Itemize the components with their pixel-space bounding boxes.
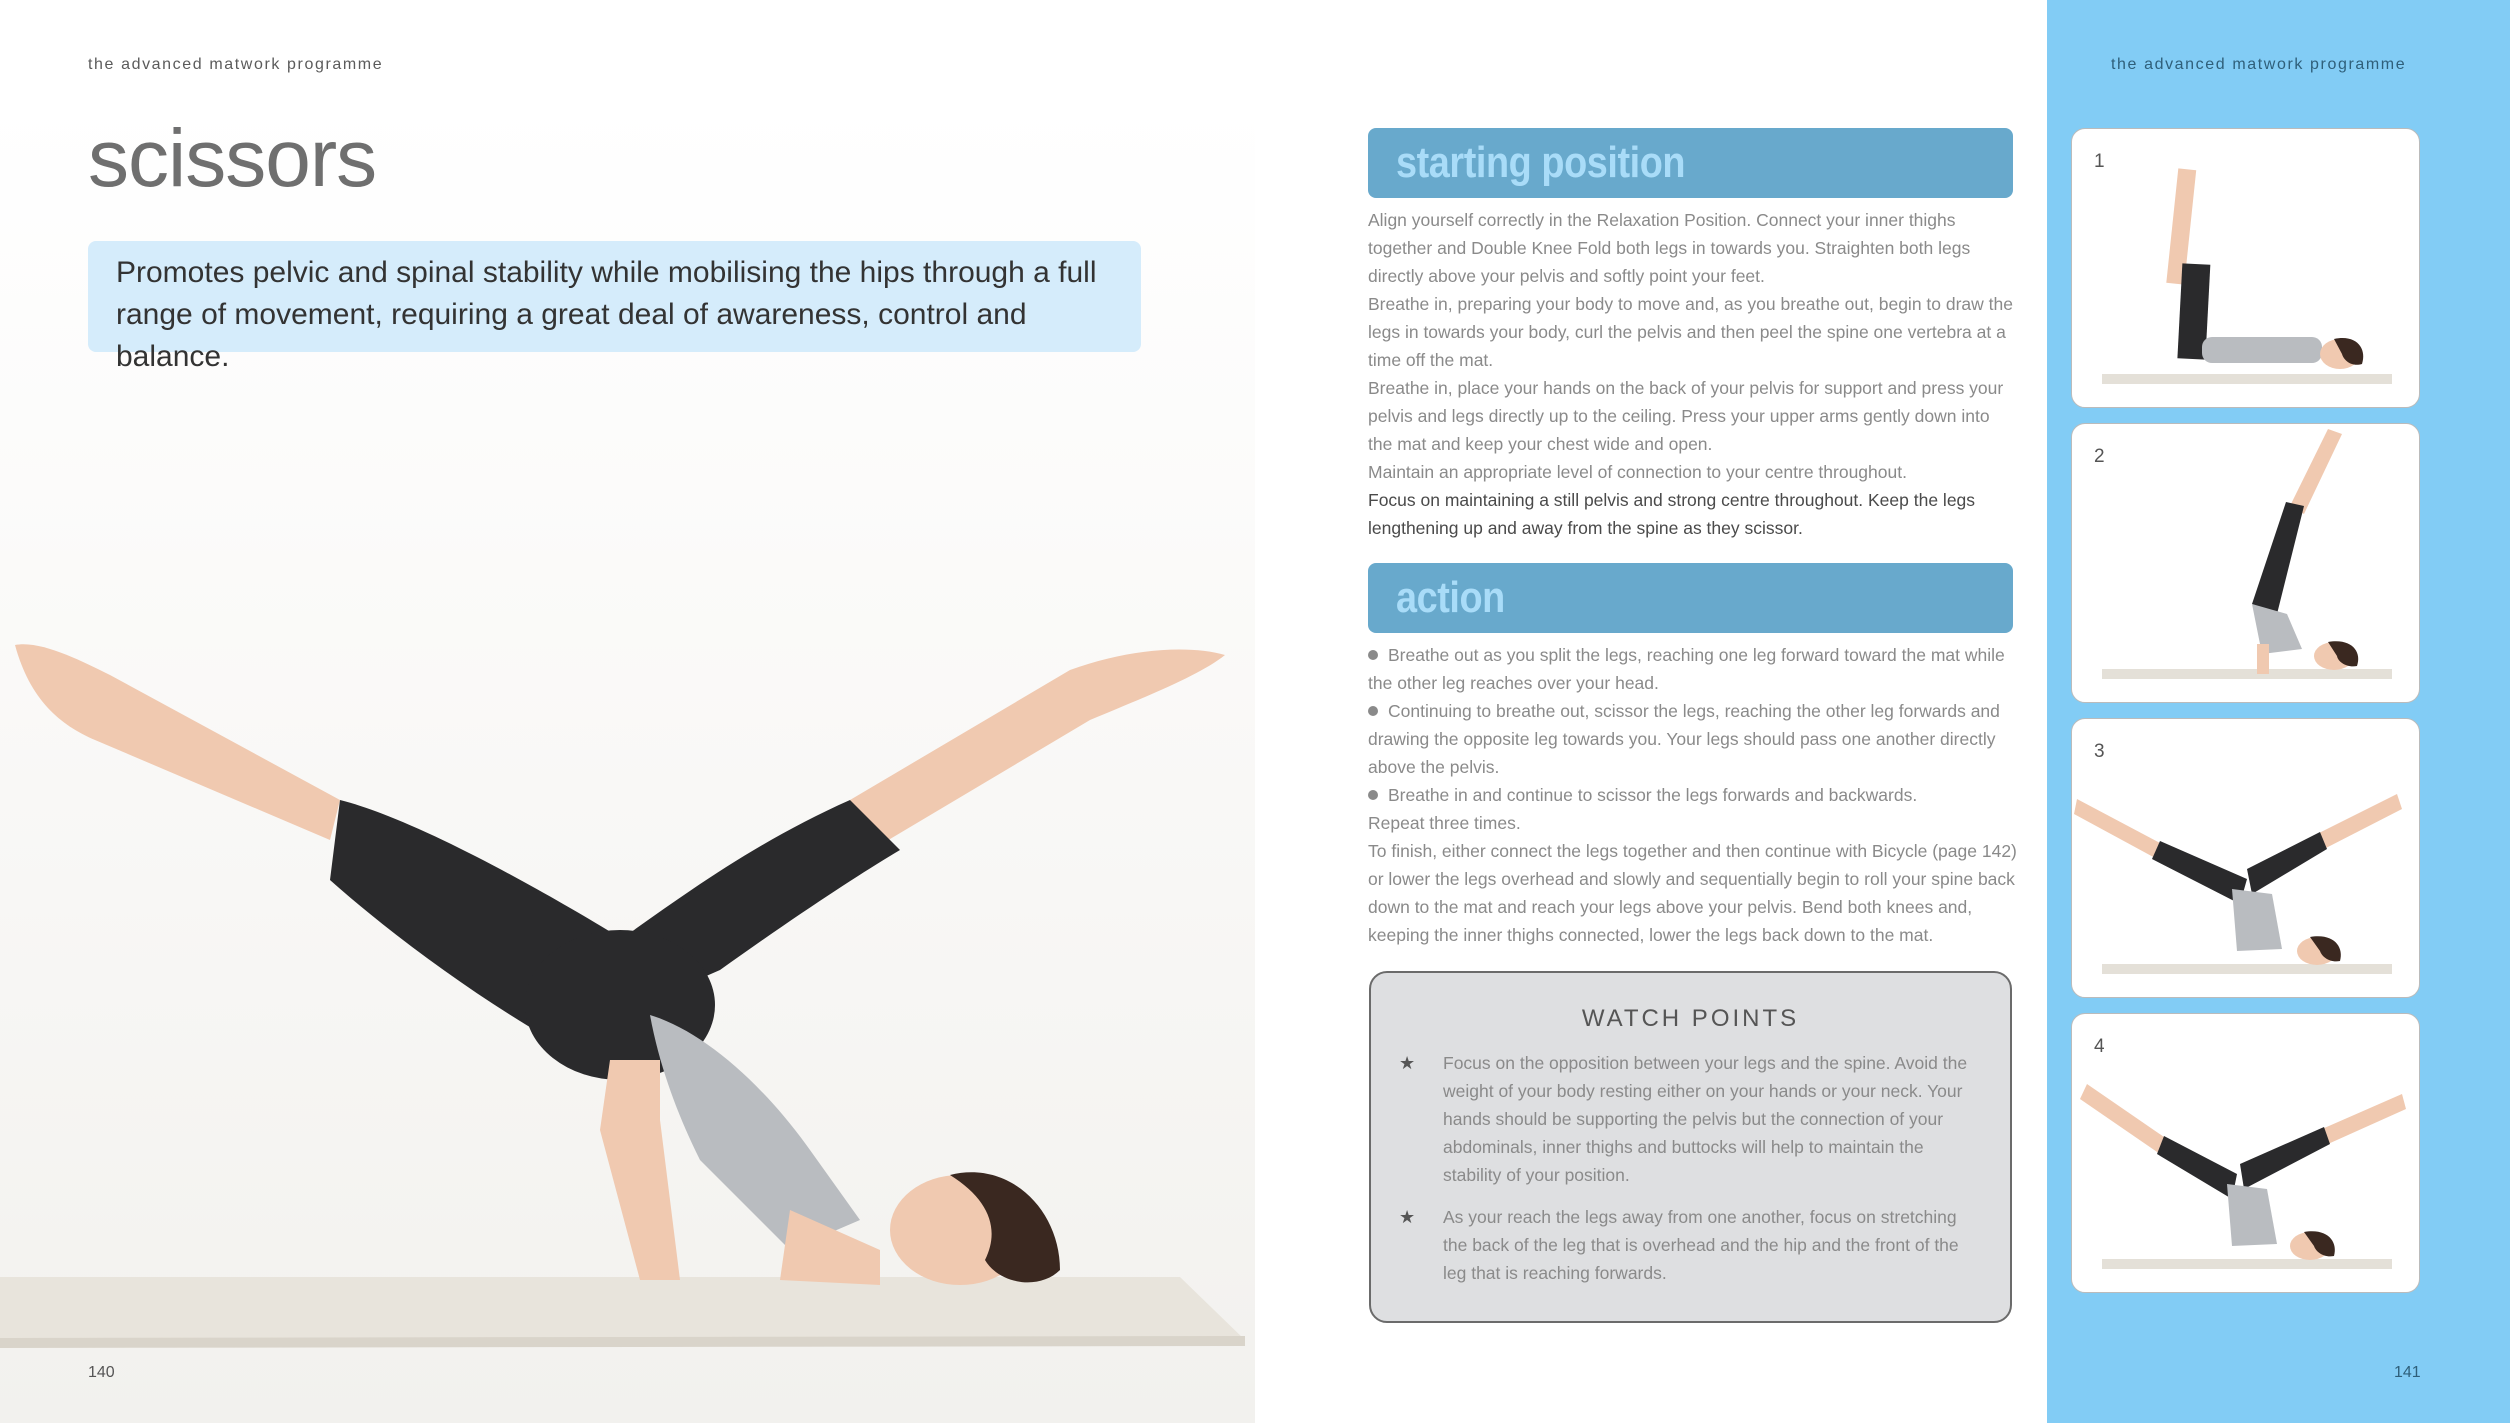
step-1-pose-illustration <box>2072 129 2420 408</box>
watch-point-item: ★ Focus on the opposition between your legs and the spine. Avoid the weight of your body resting either on your hands or your neck. Your hands should be supporting the pelvis but the connection of your abdominals, inner thighs and buttocks will help to maintain the stability of your position. <box>1443 1049 1978 1189</box>
step-number: 3 <box>2094 741 2105 762</box>
watch-points-title: WATCH POINTS <box>1581 1005 1800 1032</box>
paragraph: Breathe in, preparing your body to move and, as you breathe out, begin to draw the legs in towards your body, curl the pelvis and then peel the spine one vertebra at a time off the mat. <box>1368 294 2013 370</box>
watch-point-item: ★ As your reach the legs away from one another, focus on stretching the back of the leg that is overhead and the hip and the front of the leg that is reaching forwards. <box>1443 1203 1978 1287</box>
bullet-icon <box>1368 706 1378 716</box>
bullet-item: Continuing to breathe out, scissor the legs, reaching the other leg forwards and drawing the opposite leg towards you. Your legs should pass one another directly above the pelvis. <box>1368 701 2000 777</box>
watch-points-box <box>1369 971 2012 1323</box>
step-4-pose-illustration <box>2072 1014 2420 1293</box>
paragraph: To finish, either connect the legs together and then continue with Bicycle (page 142) or lower the legs overhead and slowly and sequentially begin to roll your spine back down to the mat and reach your legs above your pelvis. Bend both knees and, keeping the inner thighs connected, lower the legs back down to the mat. <box>1368 841 2017 945</box>
page-number-right: 141 <box>2394 1364 2421 1381</box>
running-head-left: the advanced matwork programme <box>88 56 384 73</box>
step-thumbnail-4 <box>2071 1013 2420 1293</box>
paragraph: Repeat three times. <box>1368 813 1521 833</box>
bullet-icon <box>1368 790 1378 800</box>
action-heading <box>1368 563 2013 633</box>
page-title: scissors <box>88 113 377 204</box>
running-head-right: the advanced matwork programme <box>2111 56 2407 73</box>
step-thumbnail-1 <box>2071 128 2420 408</box>
star-icon: ★ <box>1399 1053 1416 1073</box>
paragraph-emphasis: Focus on maintaining a still pelvis and strong centre throughout. Keep the legs lengthening up and away from the spine as they scissor. <box>1368 490 1976 538</box>
paragraph: Align yourself correctly in the Relaxation Position. Connect your inner thighs together and Double Knee Fold both legs in towards you. Straighten both legs directly above your pelvis and softly point your feet. <box>1368 210 1971 286</box>
bullet-item: Breathe out as you split the legs, reaching one leg forward toward the mat while the other leg reaches over your head. <box>1368 645 2005 693</box>
step-thumbnail-3 <box>2071 718 2420 998</box>
step-2-pose-illustration <box>2072 424 2420 703</box>
page-number-left: 140 <box>88 1364 115 1381</box>
step-number: 4 <box>2094 1036 2105 1057</box>
intro-text: Promotes pelvic and spinal stability while mobilising the hips through a full range of movement, requiring a great deal of awareness, control and balance. <box>116 256 1097 373</box>
paragraph: Breathe in, place your hands on the back of your pelvis for support and press your pelvis and legs directly up to the ceiling. Press your upper arms gently down into the mat and keep your chest wide and open. <box>1368 378 2004 454</box>
starting-position-text <box>1368 206 2018 542</box>
step-thumbnail-2 <box>2071 423 2420 703</box>
action-text <box>1368 641 2018 949</box>
step-3-pose-illustration <box>2072 719 2420 998</box>
bullet-icon <box>1368 650 1378 660</box>
starting-position-heading-text: starting position <box>1396 138 1686 187</box>
starting-position-heading <box>1368 128 2013 198</box>
intro-box <box>88 241 1141 373</box>
star-icon: ★ <box>1399 1207 1416 1227</box>
step-number: 1 <box>2094 151 2105 172</box>
action-heading-text: action <box>1396 573 1505 622</box>
bullet-item: Breathe in and continue to scissor the legs forwards and backwards. <box>1368 781 2018 809</box>
step-number: 2 <box>2094 446 2105 467</box>
paragraph: Maintain an appropriate level of connection to your centre throughout. <box>1368 462 1907 482</box>
